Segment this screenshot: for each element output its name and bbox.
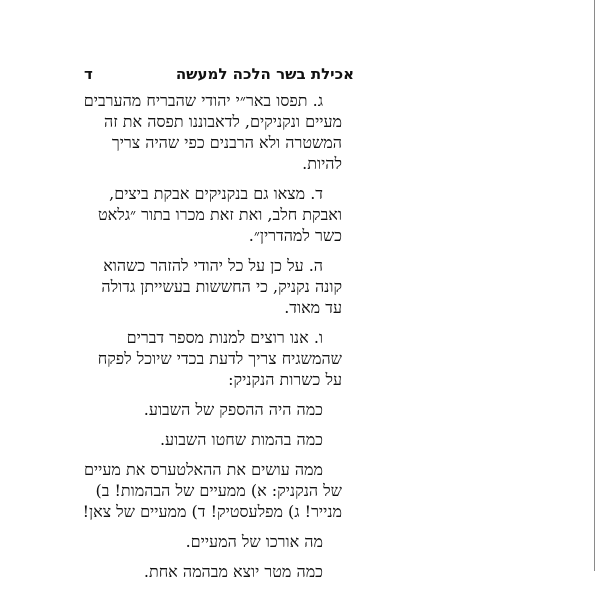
paragraph-line: על כשרות הנקניק: [228,370,342,389]
paragraph-line: כמה היה ההספק של השבוע. [143,400,323,419]
paragraph-line: להיות. [302,154,342,173]
paragraph-line: מה אורכו של המעיים. [185,532,323,551]
paragraph-line: ד. מצאו גם בנקניקים אבקת ביצים, [109,184,323,203]
paragraph-vav [97,327,342,390]
text-column [82,90,342,591]
paragraph-line: מעיים ונקניקים, לדאבוננו תפסה את זה [104,112,342,131]
paragraph-line: של הנקניק: א) ממעיים של הבהמות! ב) [95,481,342,500]
paragraph-line: כמה בהמות שחטו השבוע. [159,430,323,449]
checklist-item-casings-length [97,531,342,552]
paragraph-line: כמה מטר יוצא מבהמה אחת. [143,562,323,581]
paragraph-line: ממה עושים את ההאלטערס את מעיים [83,460,323,479]
paragraph-he [97,255,342,318]
paragraph-line: ואבקת חלב, ואת זאת מכרו בתור ״גלאט [97,205,342,224]
checklist-item-casings-material [82,459,342,522]
paragraph-line: ג. תפסו באר״י יהודי שהבריח מהערבים [83,91,323,110]
paragraph-line: מנייר! ג) מפלעסטיק! ד) ממעיים של צאן! [82,502,342,521]
paragraph-line: ה. על כן על כל יהודי להזהר כשהוא [103,256,323,275]
checklist-item-output [97,399,342,420]
page-title: אכילת בשר הלכה למעשה [175,65,354,83]
paragraph-line: ו. אנו רוצים למנות מספר דברים [126,328,323,347]
page-header [84,62,354,86]
page-edge-line [594,0,595,571]
paragraph-line: המשטרה ולא הרבנים כפי שהיה צריך [111,133,342,152]
paragraph-line: עד מאוד. [284,298,342,317]
paragraph-line: קונה נקניק, כי החששות בעשייתן גדולה [101,277,342,296]
paragraph-dalet [97,183,342,246]
page-number: ד [84,65,93,83]
checklist-item-slaughtered [97,429,342,450]
paragraph-gimel [83,90,342,174]
paragraph-line: שהמשגיח צריך לדעת בכדי שיוכל לפקח [97,349,342,368]
checklist-item-meters-per-animal [97,561,342,582]
paragraph-line: כשר למהדרין״. [248,226,342,245]
